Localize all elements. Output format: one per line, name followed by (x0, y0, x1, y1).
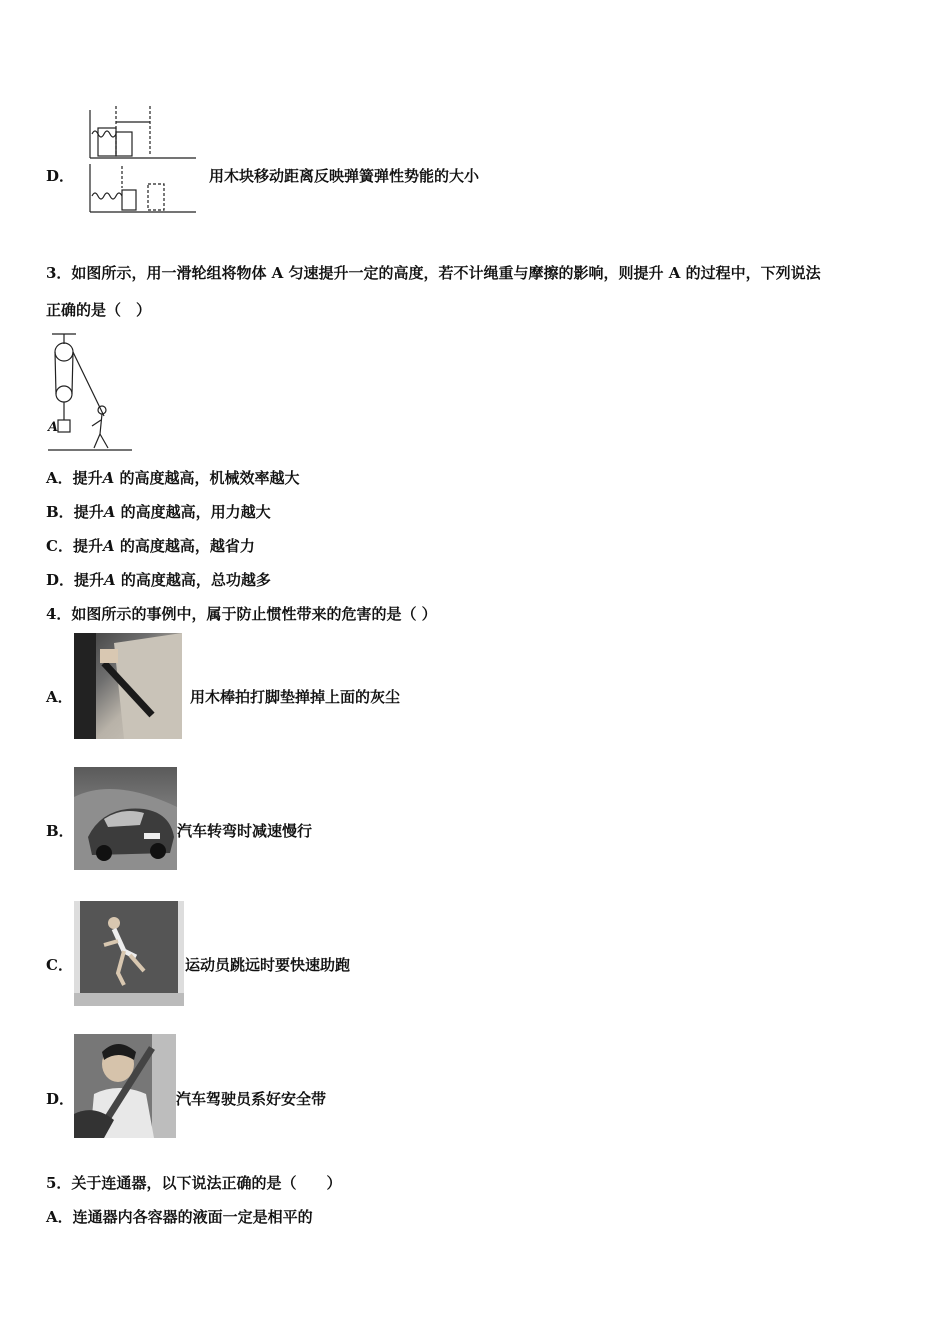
beating-doormat-photo (74, 633, 182, 739)
spring-block-diagram (86, 104, 198, 214)
option-text: 汽车转弯时减速慢行 (177, 822, 313, 840)
option-var: A (104, 571, 116, 589)
option-text: 连通器内各容器的液面一定是相平的 (72, 1208, 313, 1226)
driver-seatbelt-photo (74, 1034, 176, 1138)
option-label: B． (46, 822, 74, 840)
option-var: A (102, 469, 115, 487)
option-row (46, 569, 271, 590)
option-text-post: 的高度越高，越省力 (114, 537, 255, 555)
question-3-stem-line-1: 3．如图所示，用一滑轮组将物体 A 匀速提升一定的高度，若不计绳重与摩擦的影响，则提升 A 的过程中，下列说法 (46, 264, 821, 282)
option-text-post: 的高度越高，用力越大 (115, 503, 271, 521)
question-5-stem: 5．关于连通器，以下说法正确的是（ ） (46, 1174, 342, 1192)
figure-label-a: A (48, 420, 59, 435)
question-4-stem: 4．如图所示的事例中，属于防止惯性带来的危害的是（ ） (46, 605, 437, 623)
long-jump-photo (74, 901, 184, 1006)
option-label: D． (46, 1090, 75, 1108)
option-text-post: 的高度越高，总功越多 (115, 571, 271, 589)
option-label: C． (46, 537, 73, 555)
pulley-system-diagram (46, 330, 134, 454)
option-text: 汽车驾驶员系好安全带 (176, 1090, 327, 1108)
option-label: D． (46, 167, 75, 185)
option-text-pre: 提升 (72, 537, 103, 555)
option-text-post: 的高度越高，机械效率越大 (114, 469, 300, 487)
option-label: D． (46, 571, 75, 589)
question-3-stem-line-2: 正确的是（ ） (46, 301, 152, 319)
option-label: A． (46, 1208, 73, 1226)
option-text: 运动员跳远时要快速助跑 (185, 956, 351, 974)
option-var: A (102, 537, 115, 555)
option-text: 用木棒拍打脚垫掸掉上面的灰尘 (190, 688, 401, 706)
option-row (46, 535, 255, 556)
option-row (46, 501, 271, 522)
option-row (46, 467, 300, 488)
option-label: A． (46, 688, 73, 706)
option-row (46, 1206, 313, 1227)
option-text-pre: 提升 (72, 469, 103, 487)
car-turning-photo (74, 767, 177, 870)
option-var: A (103, 503, 116, 521)
option-label: B． (46, 503, 74, 521)
option-text: 用木块移动距离反映弹簧弹性势能的大小 (209, 167, 480, 185)
option-label: C． (46, 956, 73, 974)
option-text-pre: 提升 (74, 571, 105, 589)
option-text-pre: 提升 (73, 503, 104, 521)
option-label: A． (46, 469, 73, 487)
